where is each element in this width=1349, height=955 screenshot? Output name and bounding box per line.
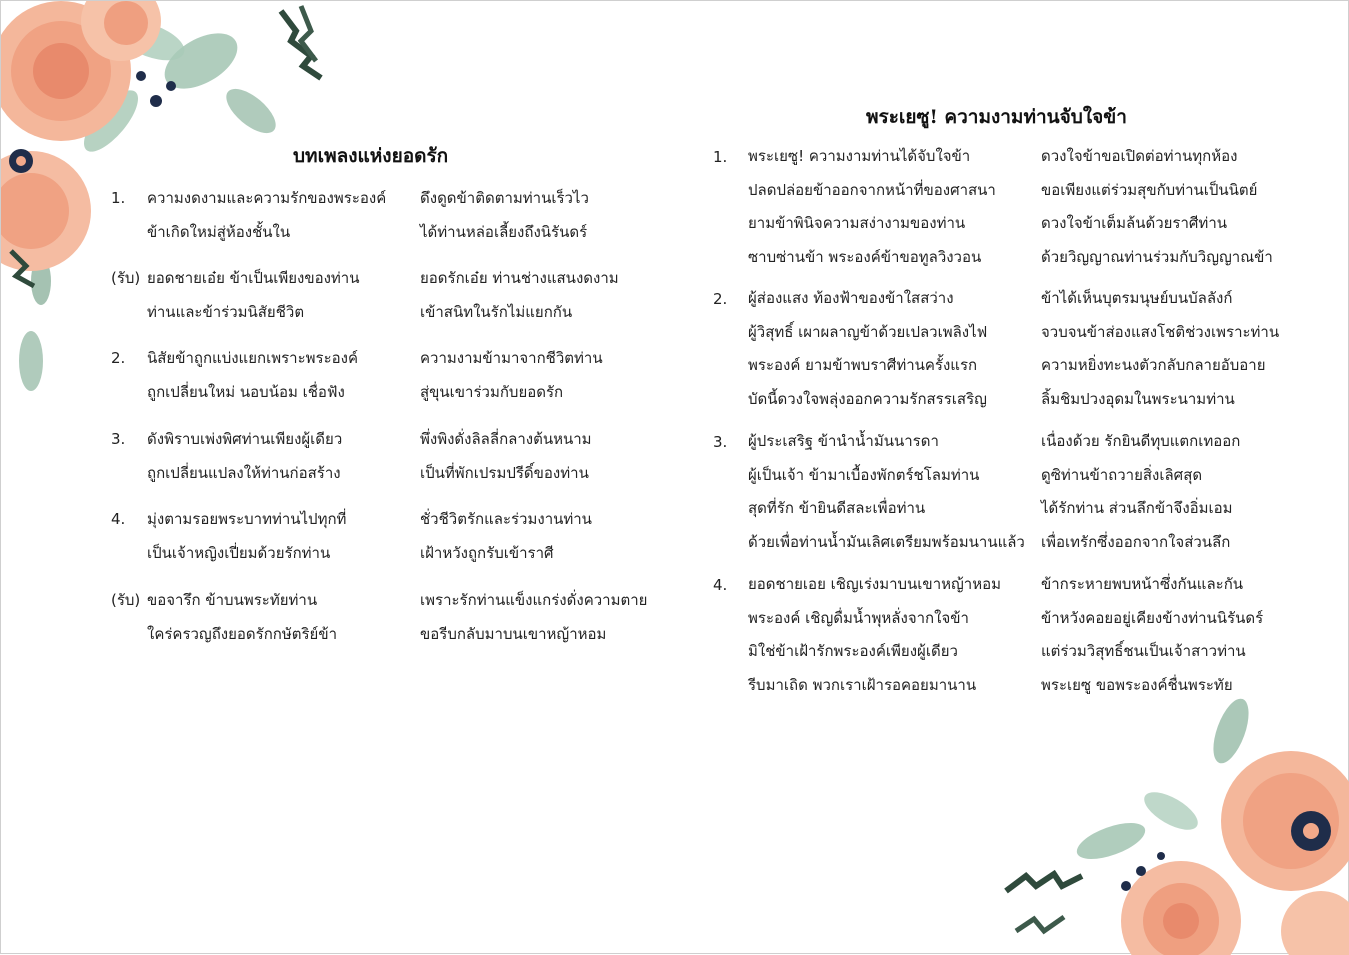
lyric-column-second	[420, 181, 589, 249]
lyric-line: ความหยิ่งทะนงตัวกลับกลายอับอาย	[1041, 356, 1266, 374]
lyric-line: ได้ท่านหล่อเลี้ยงถึงนิรันดร์	[420, 223, 588, 241]
lyric-line: ข้าหวังคอยอยู่เคียงข้างท่านนิรันดร์	[1041, 608, 1264, 627]
stanza-number: 2.	[111, 349, 126, 367]
lyric-line: ปลดปล่อยข้าออกจากหน้าที่ของศาสนา	[748, 180, 996, 199]
lyric-line: ข้าเกิดใหม่สู่ห้องชั้นใน	[147, 223, 291, 241]
lyric-line: บัดนี้ดวงใจพลุ่งออกความรักสรรเสริญ	[748, 389, 987, 408]
lyric-line: จวบจนข้าส่องแสงโชติช่วงเพราะท่าน	[1041, 322, 1280, 341]
lyric-line: พระองค์ ยามข้าพบราศีท่านครั้งแรก	[748, 356, 978, 374]
lyric-line: ข้ากระหายพบหน้าซึ่งกันและกัน	[1041, 575, 1244, 593]
stanza-number: 1.	[713, 148, 728, 166]
left-song-title: บทเพลงแห่งยอดรัก	[293, 145, 449, 167]
lyric-column-second	[420, 261, 619, 329]
lyric-line: มิใช่ข้าเฝ้ารักพระองค์เพียงผู้เดียว	[748, 642, 958, 660]
lyric-line: ดูซิท่านข้าถวายสิ่งเลิศสุด	[1041, 465, 1203, 484]
stanza-number: 3.	[713, 433, 728, 451]
lyric-line: ดังพิราบเพ่งพิศท่านเพียงผู้เดียว	[147, 430, 343, 448]
lyric-column-first	[147, 583, 337, 651]
lyric-line: มุ่งตามรอยพระบาทท่านไปทุกที่	[147, 510, 347, 528]
lyric-line: ลิ้มชิมปวงอุดมในพระนามท่าน	[1041, 389, 1235, 408]
lyric-column-first	[748, 425, 1025, 559]
lyric-line: ผู้เป็นเจ้า ข้ามาเบื้องพักตร์ชโลมท่าน	[748, 465, 980, 484]
right-song-title: พระเยซู! ความงามท่านจับใจข้า	[866, 106, 1127, 128]
lyric-column-second	[1041, 425, 1240, 559]
lyric-line: ความงามข้ามาจากชีวิตท่าน	[420, 349, 603, 367]
floral-decoration-bottom-right	[991, 691, 1349, 955]
lyric-column-first	[147, 181, 386, 249]
lyric-line: สู่ขุนเขาร่วมกับยอดรัก	[420, 383, 564, 401]
lyric-line: ยอดรักเอ๋ย ท่านช่างแสนงดงาม	[420, 269, 619, 287]
lyric-column-first	[748, 568, 1001, 702]
lyric-line: ขอจารึก ข้าบนพระทัยท่าน	[147, 591, 318, 609]
lyric-column-second	[420, 583, 647, 651]
lyric-line: ขอรีบกลับมาบนเขาหญ้าหอม	[420, 625, 607, 643]
lyric-column-second	[1041, 568, 1263, 702]
lyric-line: ยามข้าพินิจความสง่างามของท่าน	[748, 214, 966, 232]
lyric-line: ผู้วิสุทธิ์ เผาผลาญข้าด้วยเปลวเพลิงไฟ	[748, 322, 988, 341]
lyric-line: ได้รักท่าน ส่วนลึกข้าจึงอิ่มเอม	[1041, 499, 1233, 517]
lyric-column-first	[748, 140, 996, 274]
lyric-line: ถูกเปลี่ยนใหม่ นอบน้อม เชื่อฟัง	[147, 383, 345, 401]
stanza-number: 4.	[713, 576, 728, 594]
lyric-column-second	[420, 341, 603, 409]
lyric-line: พระเยซู ขอพระองค์ชื่นพระทัย	[1041, 675, 1233, 694]
lyric-line: ข้าได้เห็นบุตรมนุษย์บนบัลลังก์	[1041, 289, 1233, 307]
lyric-column-first	[147, 502, 346, 570]
lyric-line: พระเยซู! ความงามท่านได้จับใจข้า	[748, 147, 971, 165]
lyric-line: เพราะรักท่านแข็งแกร่งดั่งความตาย	[420, 591, 648, 609]
lyric-line: ใคร่ครวญถึงยอดรักกษัตริย์ข้า	[147, 625, 338, 643]
lyric-column-second	[420, 502, 592, 570]
lyric-line: รีบมาเถิด พวกเราเฝ้ารอคอยมานาน	[748, 675, 977, 694]
lyric-column-second	[420, 422, 592, 490]
lyric-line: ซาบซ่านข้า พระองค์ข้าขอทูลวิงวอน	[748, 247, 982, 266]
lyric-line: แต่ร่วมวิสุทธิ์ชนเป็นเจ้าสาวท่าน	[1041, 642, 1246, 660]
lyric-line: ชั่วชีวิตรักและร่วมงานท่าน	[420, 510, 592, 528]
lyric-line: ถูกเปลี่ยนแปลงให้ท่านก่อสร้าง	[147, 464, 341, 482]
lyric-line: เข้าสนิทในรักไม่แยกกัน	[420, 303, 573, 321]
lyric-line: ดึงดูดข้าติดตามท่านเร็วไว	[420, 189, 589, 207]
lyric-column-first	[147, 422, 342, 490]
stanza-number: (รับ)	[111, 269, 141, 287]
stanza-number: 3.	[111, 430, 126, 448]
lyric-line: ยอดชายเอย เชิญเร่งมาบนเขาหญ้าหอม	[748, 575, 1001, 593]
stanza-number: 4.	[111, 510, 126, 528]
lyric-line: เพื่อเทรักซึ่งออกจากใจส่วนลึก	[1041, 532, 1231, 551]
lyric-line: สุดที่รัก ข้ายินดีสละเพื่อท่าน	[748, 499, 926, 517]
lyric-line: ท่านและข้าร่วมนิสัยชีวิต	[147, 303, 305, 321]
stanza-number: (รับ)	[111, 591, 141, 609]
lyric-column-first	[748, 282, 987, 416]
lyric-line: ดวงใจข้าขอเปิดต่อท่านทุกห้อง	[1041, 147, 1238, 165]
lyric-line: พึ่งพิงดั่งลิลลี่กลางต้นหนาม	[420, 430, 592, 448]
lyric-column-second	[1041, 282, 1279, 416]
lyric-line: พระองค์ เชิญดื่มน้ำพุหลั่งจากใจข้า	[748, 608, 969, 627]
lyric-line: เป็นเจ้าหญิงเปี่ยมด้วยรักท่าน	[147, 544, 331, 562]
lyric-line: ขอเพียงแต่ร่วมสุขกับท่านเป็นนิตย์	[1041, 180, 1258, 199]
lyric-line: เฝ้าหวังถูกรับเข้าราศี	[420, 544, 554, 562]
lyric-line: ด้วยวิญญาณท่านร่วมกับวิญญาณข้า	[1041, 247, 1273, 266]
lyric-line: ผู้ส่องแสง ท้องฟ้าของข้าใสสว่าง	[748, 289, 954, 307]
lyric-column-first	[147, 261, 359, 329]
stanza-number: 1.	[111, 189, 126, 207]
lyric-line: เป็นที่พักเปรมปรีดิ์ของท่าน	[420, 464, 589, 482]
lyric-line: นิสัยข้าถูกแบ่งแยกเพราะพระองค์	[147, 349, 359, 367]
lyric-line: ความงดงามและความรักของพระองค์	[147, 189, 387, 207]
lyric-column-second	[1041, 140, 1273, 274]
lyric-column-first	[147, 341, 358, 409]
stanza-number: 2.	[713, 290, 728, 308]
lyric-line: ดวงใจข้าเต็มล้นด้วยราศีท่าน	[1041, 214, 1227, 232]
lyric-line: เนื่องด้วย รักยินดีทุบแตกเทออก	[1041, 432, 1241, 450]
lyric-line: ด้วยเพื่อท่านน้ำมันเลิศเตรียมพร้อมนานแล้ว	[748, 532, 1025, 551]
lyric-line: ยอดชายเอ๋ย ข้าเป็นเพียงของท่าน	[147, 269, 360, 287]
lyric-line: ผู้ประเสริฐ ข้านำน้ำมันนารดา	[748, 432, 939, 450]
